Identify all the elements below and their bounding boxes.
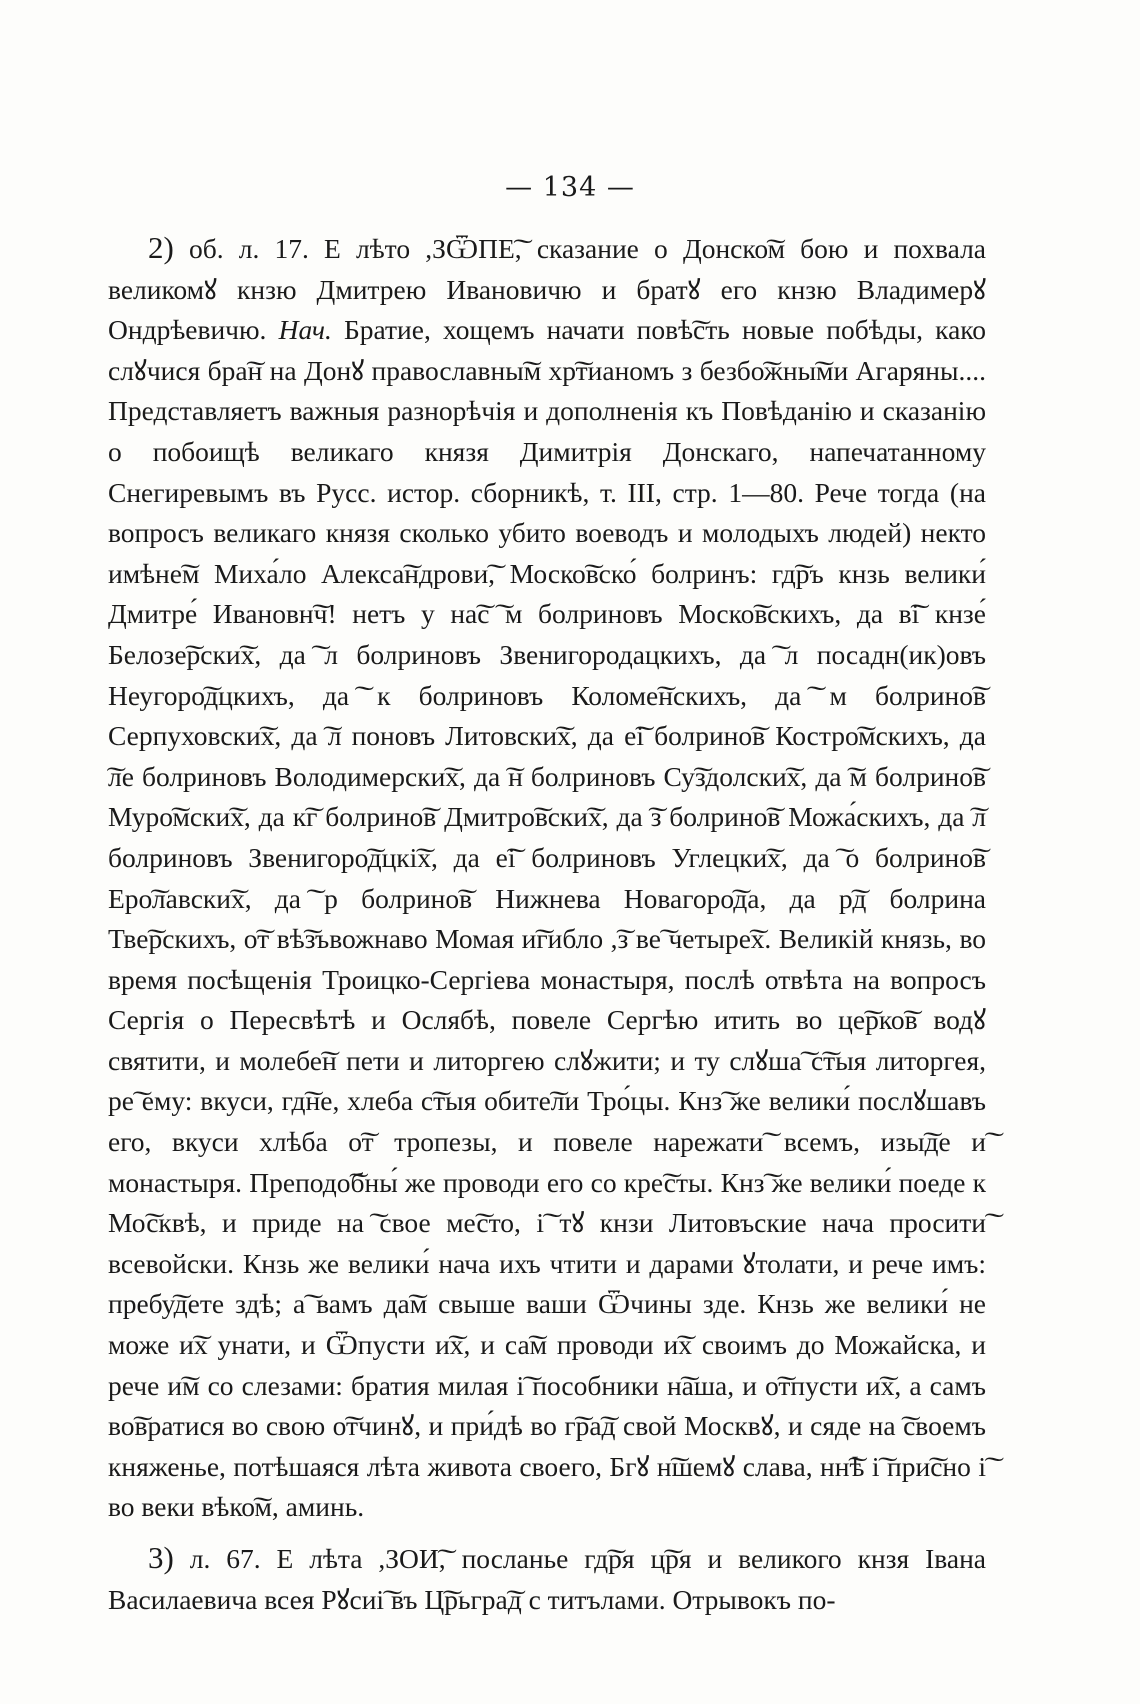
incipit-label: Нач. bbox=[278, 314, 332, 346]
paragraph-text: л. 67. Е лѣта ,ЗОИ͠, посланье гд͠ря ц͠ря и великого кнзя Івана Василаевича всея Рꙋсиі͠ въ Ц͠рьгра͠д с титълами. Отрывокъ по- bbox=[108, 1543, 986, 1615]
page-number: — 134 — bbox=[505, 172, 635, 203]
paragraph-3 bbox=[108, 1538, 986, 1620]
paragraph-2 bbox=[108, 228, 986, 1528]
paragraph-text: Братие, хощемъ начати повѣ͠сть новые побѣды, како слꙋчися бра͠н на Донꙋ православны͠м хр͠тианомъ з безбо͠жны͠ми Агаряны.... Представляетъ важныя разнорѣчія и дополненія къ Повѣданію и сказанію о побоищѣ великаго князя Димитрія Донскаго, напечатанному Снегиревымъ въ Русс. истор. сборникѣ, т. III, стр. 1—80. Рече тогда (на вопросъ великаго князя сколько убито воеводъ и молодыхъ людей) некто имѣне͠м Миха́ло Алекса͠ндрови͠, Моско͠вско́ болринъ: гд͠ръ кнзь велики́ Дмитре́ Ивановн͠ч! нетъ у на͠с ͠м болриновъ Моско͠вскихъ, да в͠і кнзе́ Белозе͠рски͠х, да ͠л болриновъ Звенигородацкихъ, да ͠л посадн(ик)овъ Неугоро͠дцкихъ, да ͠к болриновъ Коломе͠нскихъ, да ͠м болрино͠в Серпуховски͠х, да ͠л поновъ Литовски͠х, да е͠і болрино͠в Костро͠мскихъ, да ͠ле болриновъ Володимерски͠х, да ͠н болриновъ Су͠здолски͠х, да ͠м болрино͠в Муро͠мски͠х, да к͠г болрино͠в Дмитро͠вски͠х, да ͠з болрино͠в Можа́скихъ, да ͠л болриновъ Звенигоро͠дцкі͠х, да е͠і болриновъ Углецки͠х, да ͠о болрино͠в Еро͠лавски͠х, да ͠р болрино͠в Нижнева Новагоро͠да, да р͠д болрина Тве͠рскихъ, о͠т вѣ͠зъвожнаво Момая и͠гибло ,͠з ве͠ четыре͠х. Великій князь, во время посѣщенія Троицко-Сергіева монастыря, послѣ отвѣта на вопросъ Сергія о Пересвѣтѣ и Ослябѣ, повеле Сергѣю итить во це͠рко͠в водꙋ святити, и молебе͠н пети и литоргею слꙋжити; и ту слꙋша͠ с͠тыя литоргея, ре͠ ему: вкуси, гд͠не, хлеба с͠тыя обите͠ли Тро́цы. Кнз͠ же велики́ послꙋшавъ его, вкуси хлѣба о͠т тропезы, и повеле нарежати͠ всемъ, изы͠де и͠ монастыря. Преподо͠бны́ же проводи его со кре͠сты. Кнз͠ же велики́ поеде к Мо͠сквѣ, и приде на ͠свое ме͠сто, і͠ тꙋ кнзи Литовъские нача просити͠ всевойски. Кнзь же велики́ нача ихъ чтити и дарами ꙋтолати, и рече имъ: пребу͠дете здѣ; а͠ вамъ да͠м свыше ваши Ѿчины зде. Кнзь же велики́ не може и͠х унати, и Ѿпусти и͠х, и са͠м проводи и͠х своимъ до Можайска, и рече и͠м со слезами: братия милая і͠ пособники н͠аша, и о͠тпусти и͠х, а самъ во͠вратися во свою о͠тчинꙋ, и при́дѣ во г͠ра͠д свой Москвꙋ, и сяде на ͠своемъ княженье, потѣшаяся лѣта живота своего, Бгꙋ н͠шемꙋ слава, нн͠ѣ і͠ при͠сно і͠ во веки вѣко͠м, аминь. bbox=[108, 314, 986, 1523]
item-number: 3) bbox=[148, 1540, 174, 1575]
item-number: 2) bbox=[148, 230, 174, 265]
paragraph-text: об. л. 17. Е лѣто ,ЗѾПЕ͠, сказание о Донско͠м бою и похвала великомꙋ кнзю Дмитрею Ивановичю и братꙋ его кнзю Владимерꙋ Ондрѣевичю. bbox=[108, 233, 986, 346]
body-text bbox=[108, 228, 986, 1620]
